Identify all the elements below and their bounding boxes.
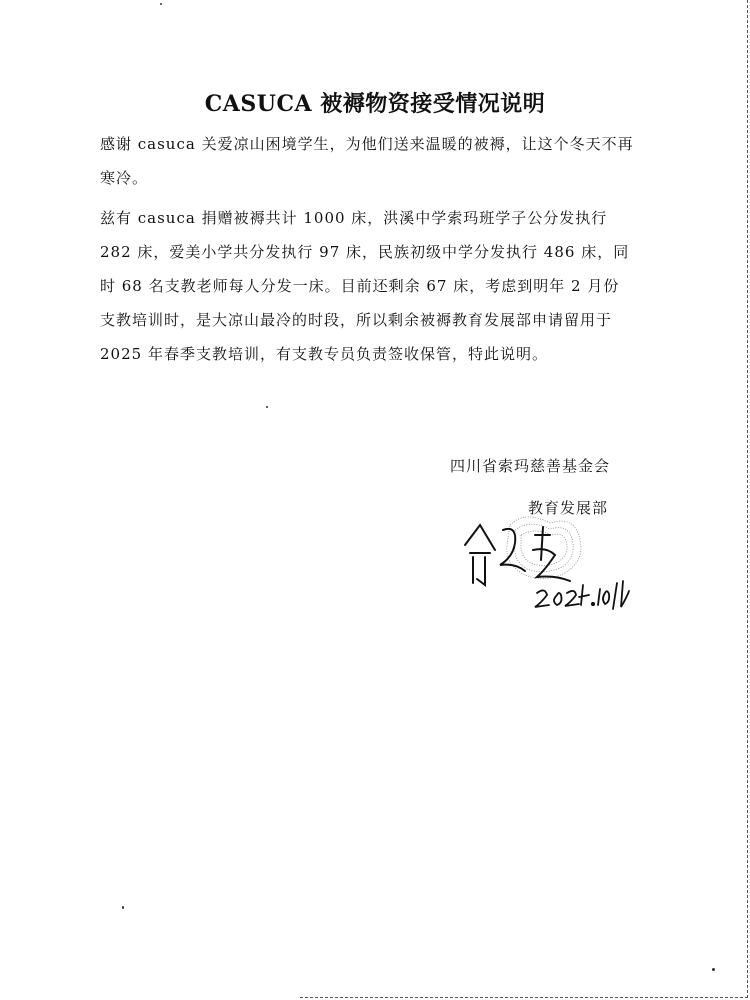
document-title: CASUCA 被褥物资接受情况说明 bbox=[204, 91, 546, 117]
scan-speck bbox=[160, 3, 162, 5]
signature-date bbox=[535, 581, 629, 609]
handwritten-signature bbox=[455, 505, 635, 615]
document-body bbox=[100, 127, 635, 371]
paragraph-details: 兹有 casuca 捐赠被褥共计 1000 床，洪溪中学索玛班学子公分发执行 282 床，爱美小学共分发执行 97 床，民族初级中学分发执行 486 床，同时 68 名支教老师每人分发一床。目前还剩余 67 床，考虑到明年 2 月份支教培训时，是大凉山最冷的时段，所以剩余被褥教育发展部申请留用于 2025 年春季支教培训，有支教专员负责签收保管，特此说明。 bbox=[100, 209, 630, 363]
signature-name bbox=[465, 525, 570, 585]
scan-speck bbox=[122, 906, 124, 909]
scan-speck bbox=[712, 968, 715, 971]
organization-name: 四川省索玛慈善基金会 bbox=[450, 457, 611, 475]
scan-border-bottom bbox=[300, 997, 748, 998]
department-name: 教育发展部 bbox=[528, 499, 609, 517]
paragraph-thanks: 感谢 casuca 关爱凉山困境学生，为他们送来温暖的被褥，让这个冬天不再寒冷。 bbox=[100, 135, 634, 187]
scan-border-right bbox=[747, 0, 748, 1000]
scan-speck bbox=[266, 406, 268, 408]
